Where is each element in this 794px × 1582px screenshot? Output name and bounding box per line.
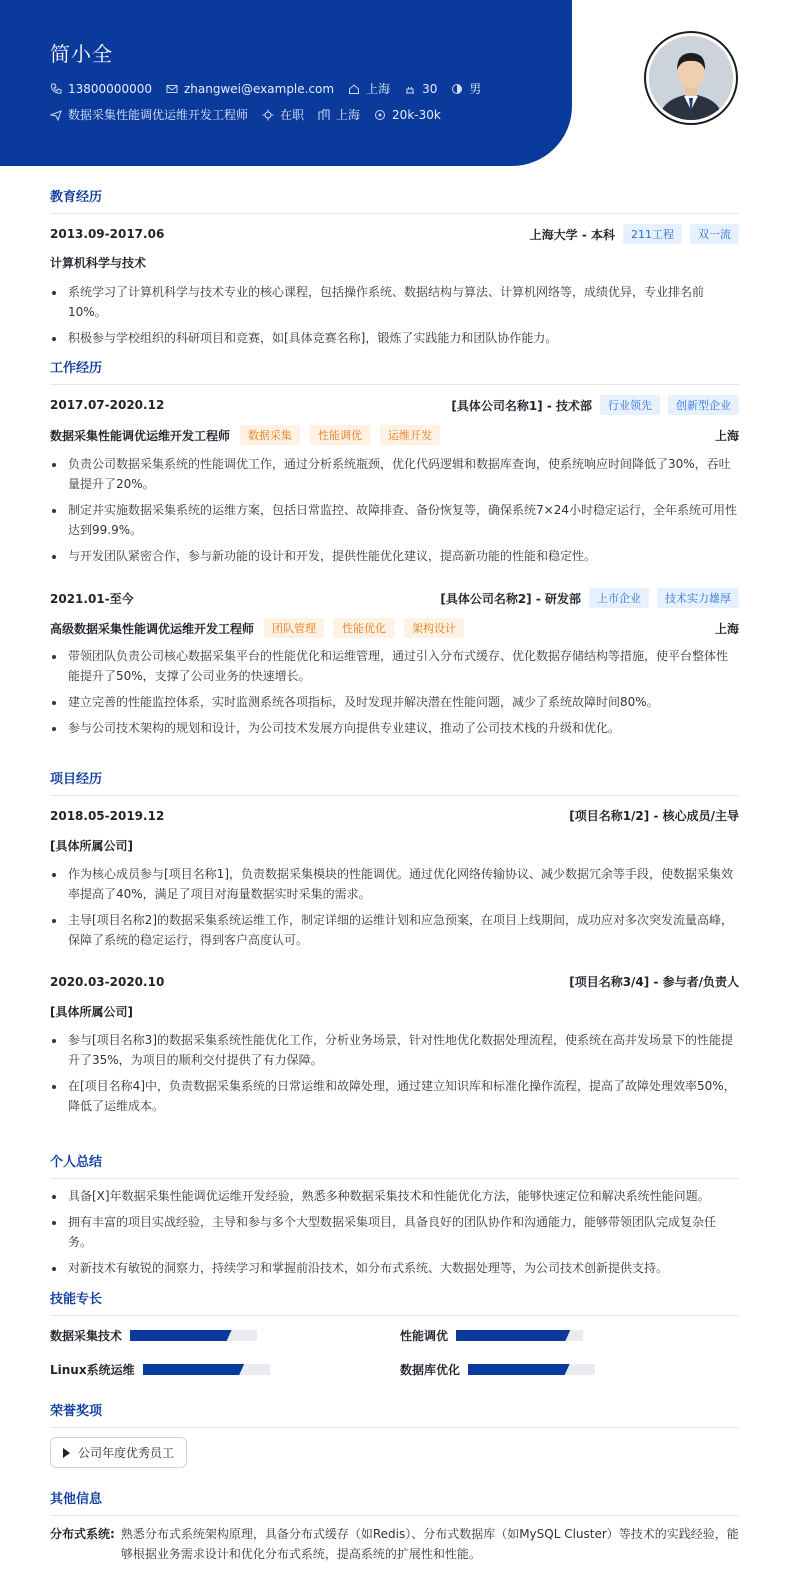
honor-item[interactable]: [50, 1437, 187, 1468]
age-icon: [404, 83, 416, 95]
target-job-item: [50, 106, 248, 123]
email-item: [166, 82, 334, 96]
target-city-text: 上海: [336, 108, 361, 122]
skill-item: [400, 1361, 595, 1378]
section-title-work: 工作经历: [50, 357, 739, 385]
list-item: 在[项目名称4]中，负责数据采集系统的日常运维和故障处理，通过建立知识库和标准化操作流程，提高了故障处理效率50%，降低了运维成本。: [50, 1076, 739, 1116]
skill-bar: [130, 1330, 257, 1341]
mail-icon: [166, 83, 178, 95]
section-title-skills: 技能专长: [50, 1288, 739, 1316]
work-header: [50, 395, 739, 415]
list-item: 主导[项目名称2]的数据采集系统运维工作，制定详细的运维计划和应急预案，在项目上线期间，成功应对多次突发流量高峰，保障了系统的稳定运行，得到客户高度认可。: [50, 910, 739, 950]
list-item: 参与公司技术架构的规划和设计，为公司技术发展方向提供专业建议，推动了公司技术栈的升级和优化。: [50, 718, 739, 738]
education-period: 2013.09-2017.06: [50, 227, 165, 241]
salary-text: 20k-30k: [392, 107, 441, 122]
work-section: [50, 357, 739, 385]
gender-text: 男: [469, 82, 482, 96]
skill-bar-fill: [130, 1330, 232, 1341]
contact-row: [50, 80, 495, 97]
city-icon: [318, 109, 330, 121]
section-title-summary: 个人总结: [50, 1151, 739, 1179]
company-tag: 行业领先: [600, 395, 660, 415]
status-icon: [262, 109, 274, 121]
skill-tag: 架构设计: [404, 618, 464, 638]
list-item: 积极参与学校组织的科研项目和竞赛，如[具体竞赛名称]，锻炼了实践能力和团队协作能力。: [50, 328, 739, 348]
skill-item: [400, 1327, 583, 1344]
summary-bullets: [50, 1186, 739, 1284]
phone-item: [50, 82, 152, 96]
skill-name: 数据库优化: [400, 1363, 461, 1377]
job-title: 数据采集性能调优运维开发工程师: [50, 428, 231, 443]
work-company: [440, 588, 739, 608]
work-period: 2021.01-至今: [50, 591, 134, 606]
gender-icon: [451, 83, 463, 95]
age-item: [404, 82, 437, 96]
phone-text: 13800000000: [68, 81, 152, 96]
work-company: [451, 395, 739, 415]
header-banner: [0, 0, 572, 166]
education-bullets: [50, 282, 739, 354]
skills-section: [50, 1288, 739, 1316]
section-title-other: 其他信息: [50, 1488, 739, 1516]
project-bullets: [50, 864, 739, 956]
education-major: 计算机科学与技术: [50, 256, 147, 270]
skill-item: [50, 1361, 270, 1378]
status-text: 在职: [280, 108, 305, 122]
section-title-projects: 项目经历: [50, 768, 739, 796]
skill-bar: [456, 1330, 583, 1341]
project-header: [50, 973, 739, 990]
target-city-item: [318, 106, 360, 123]
job-city: 上海: [714, 621, 739, 636]
gender-item: [451, 80, 481, 97]
skill-item: [50, 1327, 257, 1344]
list-item: 建立完善的性能监控体系，实时监测系统各项指标，及时发现并解决潜在性能问题，减少了系统故障时间80%。: [50, 692, 739, 712]
project-role: [项目名称1/2] - 核心成员/主导: [569, 809, 739, 823]
work-bullets: [50, 454, 739, 572]
project-role: [项目名称3/4] - 参与者/负责人: [569, 975, 739, 989]
company-name: [具体公司名称2] - 研发部: [440, 591, 581, 606]
list-item: 作为核心成员参与[项目名称1]，负责数据采集模块的性能调优。通过优化网络传输协议、减少数据冗余等手段，使数据采集效率提高了40%，满足了项目对海量数据实时采集的需求。: [50, 864, 739, 904]
company-tag: 技术实力雄厚: [657, 588, 739, 608]
section-title-education: 教育经历: [50, 186, 739, 214]
skill-tag: 团队管理: [264, 618, 324, 638]
company-tag: 创新型企业: [668, 395, 739, 415]
avatar: [644, 31, 738, 125]
other-section: [50, 1488, 739, 1516]
list-item: 与开发团队紧密合作，参与新功能的设计和开发，提供性能优化建议，提高新功能的性能和稳定性。: [50, 546, 739, 566]
project-header: [50, 807, 739, 824]
email-text: zhangwei@example.com: [183, 81, 335, 96]
other-key: 分布式系统:: [50, 1527, 115, 1541]
work-header: [50, 588, 739, 608]
list-item: 负责公司数据采集系统的性能调优工作，通过分析系统瓶颈，优化代码逻辑和数据库查询，使系统响应时间降低了30%，吞吐量提升了20%。: [50, 454, 739, 494]
school-tag: 211工程: [623, 224, 682, 244]
list-item: 对新技术有敏锐的洞察力，持续学习和掌握前沿技术，如分布式系统、大数据处理等，为公司技术创新提供支持。: [50, 1258, 739, 1278]
skill-name: Linux系统运维: [50, 1363, 135, 1377]
school-name: 上海大学 - 本科: [529, 227, 615, 242]
work-title-row: [50, 618, 739, 638]
location-item: [348, 80, 390, 97]
skill-name: 数据采集技术: [50, 1329, 123, 1343]
job-city: 上海: [714, 428, 739, 443]
target-job-text: 数据采集性能调优运维开发工程师: [68, 108, 249, 122]
section-title-honors: 荣誉奖项: [50, 1400, 739, 1428]
project-bullets: [50, 1030, 739, 1122]
projects-section: [50, 768, 739, 796]
salary-item: [374, 108, 441, 122]
company-name: [具体公司名称1] - 技术部: [451, 398, 592, 413]
skill-bar: [468, 1364, 595, 1375]
send-icon: [50, 109, 62, 121]
skill-tag: 运维开发: [380, 425, 440, 445]
project-company: [具体所属公司]: [50, 1005, 133, 1019]
list-item: 具备[X]年数据采集性能调优运维开发经验，熟悉多种数据采集技术和性能优化方法，能够快速定位和解决系统性能问题。: [50, 1186, 739, 1206]
list-item: 拥有丰富的项目实战经验，主导和参与多个大型数据采集项目，具备良好的团队协作和沟通能力，能够带领团队完成复杂任务。: [50, 1212, 739, 1252]
other-value: 熟悉分布式系统架构原理，具备分布式缓存（如Redis）、分布式数据库（如MySQL Cluster）等技术的实践经验，能够根据业务需求设计和优化分布式系统，提高系统的扩展性和性能。: [120, 1527, 739, 1561]
company-tag: 上市企业: [589, 588, 649, 608]
phone-icon: [50, 83, 62, 95]
skill-tag: 性能调优: [310, 425, 370, 445]
job-intent-row: [50, 106, 455, 123]
skill-name: 性能调优: [400, 1329, 449, 1343]
education-section: [50, 186, 739, 214]
honors-section: [50, 1400, 739, 1428]
education-school: [530, 224, 739, 244]
list-item: 带领团队负责公司核心数据采集平台的性能优化和运维管理，通过引入分布式缓存、优化数据存储结构等措施，使平台整体性能提升了50%，支撑了公司业务的快速增长。: [50, 646, 739, 686]
skill-tag: 数据采集: [240, 425, 300, 445]
skill-tag: 性能优化: [334, 618, 394, 638]
project-period: 2020.03-2020.10: [50, 974, 165, 989]
play-icon: [63, 1448, 70, 1458]
job-title: 高级数据采集性能调优运维开发工程师: [50, 621, 255, 636]
work-title-row: [50, 425, 739, 445]
status-item: [262, 106, 304, 123]
home-icon: [348, 83, 360, 95]
other-info-row: [50, 1524, 739, 1564]
age-text: 30: [422, 81, 438, 96]
candidate-name: 简小全: [50, 42, 113, 66]
salary-icon: [374, 109, 386, 121]
avatar-photo: [649, 36, 733, 120]
list-item: 制定并实施数据采集系统的运维方案，包括日常监控、故障排查、备份恢复等，确保系统7×24小时稳定运行，全年系统可用性达到99.9%。: [50, 500, 739, 540]
education-header: [50, 224, 739, 244]
project-period: 2018.05-2019.12: [50, 808, 165, 823]
skill-bar-fill: [456, 1330, 570, 1341]
honor-label: 公司年度优秀员工: [78, 1446, 175, 1460]
list-item: 参与[项目名称3]的数据采集系统性能优化工作，分析业务场景，针对性地优化数据处理流程，使系统在高并发场景下的性能提升了35%，为项目的顺利交付提供了有力保障。: [50, 1030, 739, 1070]
location-text: 上海: [366, 82, 391, 96]
school-tag: 双一流: [690, 224, 739, 244]
work-bullets: [50, 646, 739, 744]
skill-bar: [143, 1364, 270, 1375]
skill-bar-fill: [143, 1364, 245, 1375]
list-item: 系统学习了计算机科学与技术专业的核心课程，包括操作系统、数据结构与算法、计算机网络等，成绩优异，专业排名前10%。: [50, 282, 739, 322]
work-period: 2017.07-2020.12: [50, 398, 165, 412]
skill-bar-fill: [468, 1364, 570, 1375]
project-company: [具体所属公司]: [50, 839, 133, 853]
summary-section: [50, 1151, 739, 1179]
